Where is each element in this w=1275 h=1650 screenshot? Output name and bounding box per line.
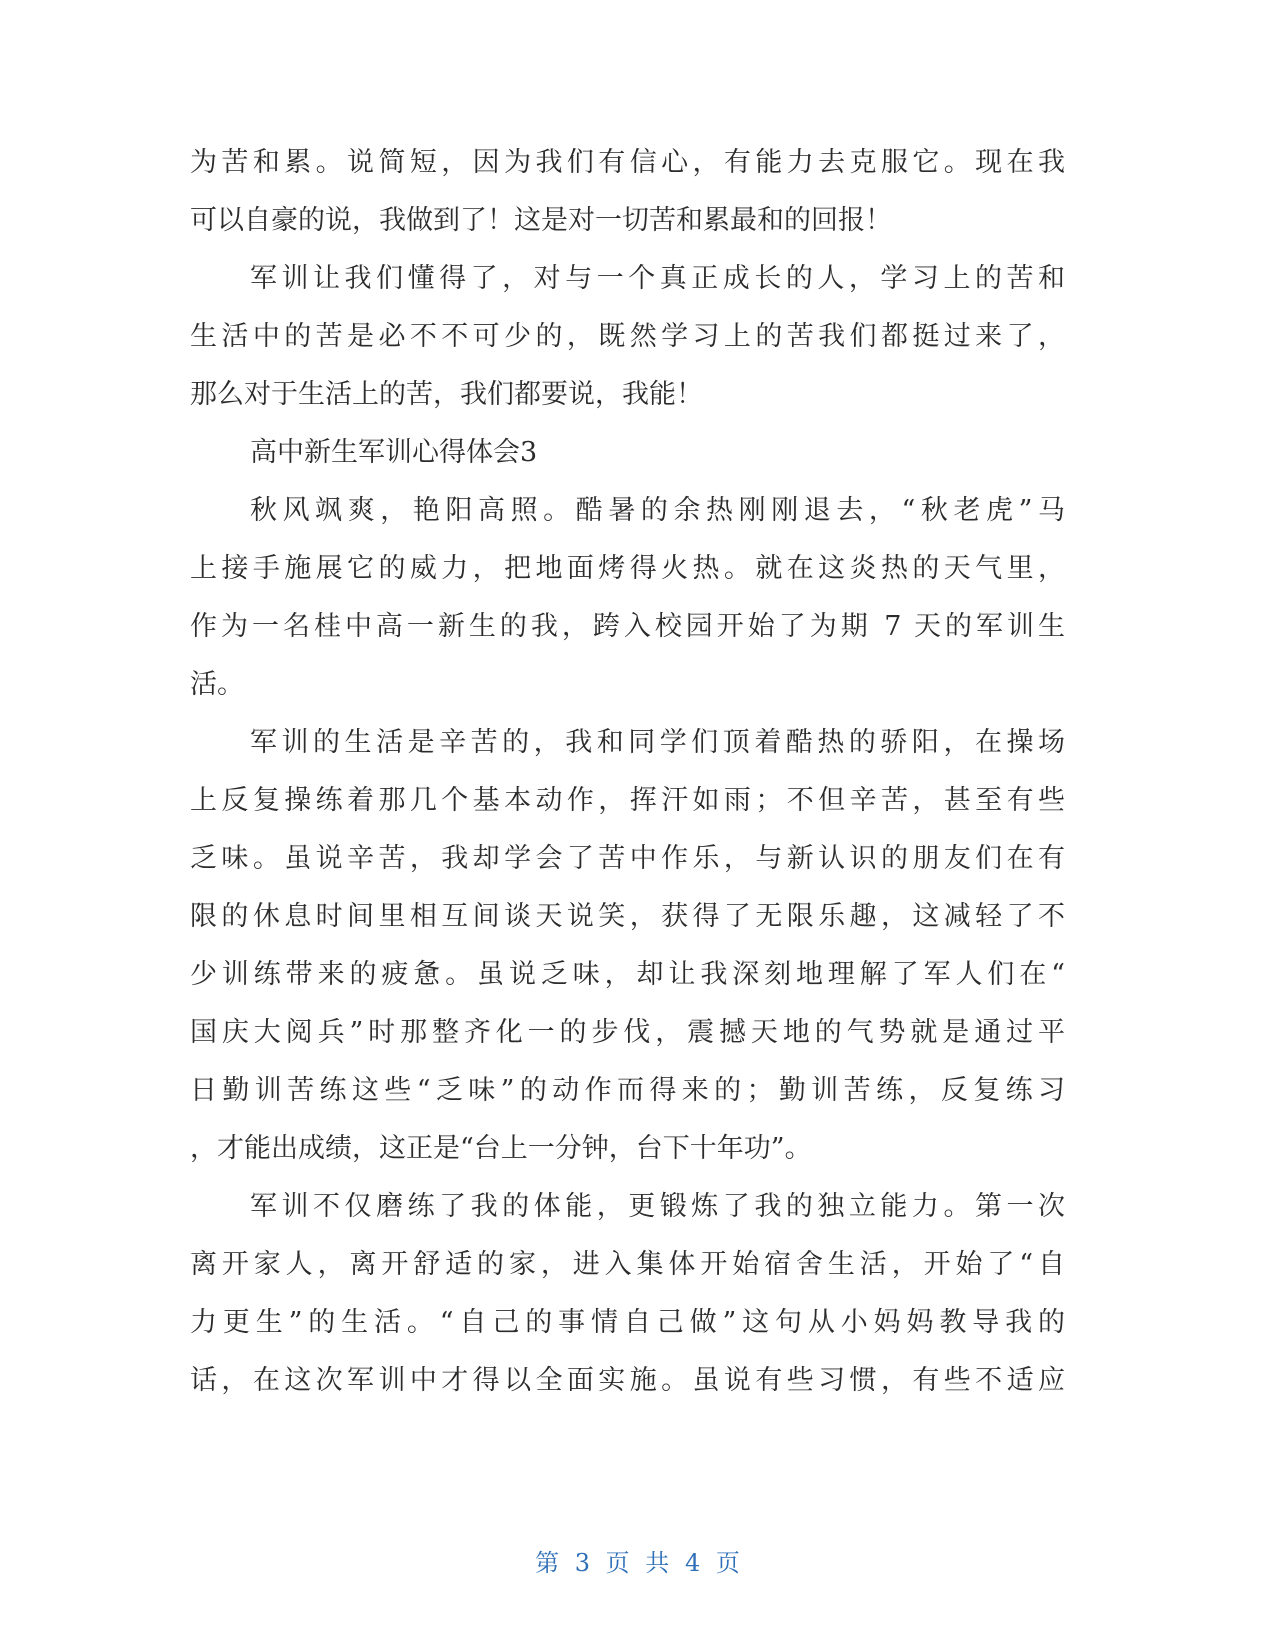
- section-heading: 高中新生军训心得体会3: [250, 437, 538, 468]
- text-line: 乏味。虽说辛苦，我却学会了苦中作乐，与新认识的朋友们在有: [190, 843, 1065, 874]
- text-line: 秋风飒爽，艳阳高照。酷暑的余热刚刚退去，“秋老虎”马: [250, 495, 1065, 526]
- text-line: 力更生”的生活。“自己的事情自己做”这句从小妈妈教导我的: [190, 1307, 1065, 1338]
- text-line: 可以自豪的说，我做到了！这是对一切苦和累最和的回报！: [190, 205, 892, 236]
- text-line: 国庆大阅兵”时那整齐化一的步伐，震撼天地的气势就是通过平: [190, 1017, 1065, 1048]
- text-line: 离开家人，离开舒适的家，进入集体开始宿舍生活，开始了“自: [190, 1249, 1065, 1280]
- text-line: 作为一名桂中高一新生的我，跨入校园开始了为期 7 天的军训生: [190, 611, 1065, 642]
- text-line: 话，在这次军训中才得以全面实施。虽说有些习惯，有些不适应: [190, 1365, 1065, 1396]
- text-line: 那么对于生活上的苦，我们都要说，我能！: [190, 379, 703, 410]
- text-line: 上接手施展它的威力，把地面烤得火热。就在这炎热的天气里，: [190, 553, 1065, 584]
- text-line: 为苦和累。说简短，因为我们有信心，有能力去克服它。现在我: [190, 147, 1065, 178]
- text-line: 少训练带来的疲惫。虽说乏味，却让我深刻地理解了军人们在“: [190, 959, 1065, 990]
- text-line: 军训不仅磨练了我的体能，更锻炼了我的独立能力。第一次: [250, 1191, 1065, 1222]
- text-line: ，才能出成绩，这正是“台上一分钟，台下十年功”。: [190, 1133, 812, 1164]
- text-line: 军训让我们懂得了，对与一个真正成长的人，学习上的苦和: [250, 263, 1065, 294]
- text-line: 上反复操练着那几个基本动作，挥汗如雨；不但辛苦，甚至有些: [190, 785, 1065, 816]
- text-line: 日勤训苦练这些“乏味”的动作而得来的；勤训苦练，反复练习: [190, 1075, 1065, 1106]
- text-line: 限的休息时间里相互间谈天说笑，获得了无限乐趣，这减轻了不: [190, 901, 1065, 932]
- text-line: 军训的生活是辛苦的，我和同学们顶着酷热的骄阳，在操场: [250, 727, 1065, 758]
- page-number-footer: 第 3 页 共 4 页: [535, 1549, 740, 1577]
- text-line: 活。: [190, 669, 244, 700]
- text-line: 生活中的苦是必不不可少的，既然学习上的苦我们都挺过来了，: [190, 321, 1065, 352]
